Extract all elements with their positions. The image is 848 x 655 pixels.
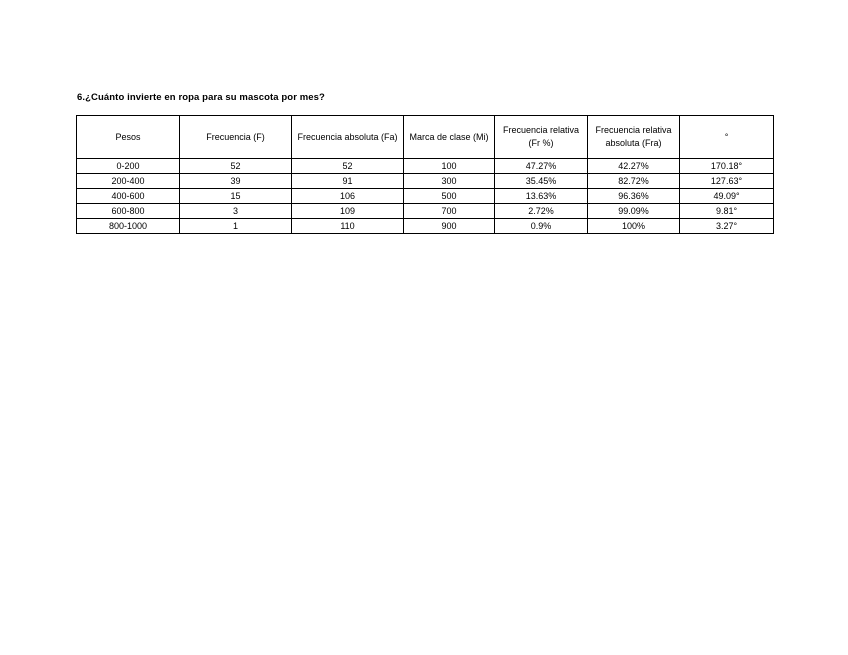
cell-frecuencia-relativa-absoluta: 96.36% <box>588 189 680 204</box>
header-degrees: ° <box>680 116 774 159</box>
cell-frecuencia-relativa-absoluta: 99.09% <box>588 204 680 219</box>
header-frecuencia: Frecuencia (F) <box>180 116 292 159</box>
table-row <box>77 219 774 234</box>
cell-marca-de-clase: 100 <box>404 159 495 174</box>
cell-frecuencia-absoluta: 91 <box>292 174 404 189</box>
cell-frecuencia-relativa-absoluta: 42.27% <box>588 159 680 174</box>
cell-pesos: 600-800 <box>77 204 180 219</box>
cell-frecuencia-relativa: 35.45% <box>495 174 588 189</box>
cell-degrees: 49.09° <box>680 189 774 204</box>
cell-pesos: 0-200 <box>77 159 180 174</box>
frequency-table <box>76 115 774 234</box>
cell-frecuencia-absoluta: 109 <box>292 204 404 219</box>
cell-degrees: 9.81° <box>680 204 774 219</box>
header-frecuencia-absoluta: Frecuencia absoluta (Fa) <box>292 116 404 159</box>
table-header-row <box>77 116 774 159</box>
cell-frecuencia-absoluta: 52 <box>292 159 404 174</box>
header-frecuencia-relativa-absoluta: Frecuencia relativa absoluta (Fra) <box>588 116 680 159</box>
cell-marca-de-clase: 500 <box>404 189 495 204</box>
cell-frecuencia-absoluta: 110 <box>292 219 404 234</box>
table-row <box>77 174 774 189</box>
header-frecuencia-relativa: Frecuencia relativa (Fr %) <box>495 116 588 159</box>
cell-frecuencia-relativa-absoluta: 82.72% <box>588 174 680 189</box>
header-marca-de-clase: Marca de clase (Mi) <box>404 116 495 159</box>
cell-degrees: 127.63° <box>680 174 774 189</box>
cell-frecuencia-relativa: 47.27% <box>495 159 588 174</box>
cell-frecuencia-absoluta: 106 <box>292 189 404 204</box>
cell-frecuencia-relativa-absoluta: 100% <box>588 219 680 234</box>
cell-degrees: 3.27° <box>680 219 774 234</box>
cell-marca-de-clase: 700 <box>404 204 495 219</box>
cell-marca-de-clase: 300 <box>404 174 495 189</box>
cell-frecuencia-relativa: 13.63% <box>495 189 588 204</box>
cell-frecuencia-relativa: 2.72% <box>495 204 588 219</box>
cell-pesos: 200-400 <box>77 174 180 189</box>
cell-marca-de-clase: 900 <box>404 219 495 234</box>
cell-frecuencia: 1 <box>180 219 292 234</box>
cell-frecuencia: 3 <box>180 204 292 219</box>
cell-pesos: 400-600 <box>77 189 180 204</box>
table-row <box>77 189 774 204</box>
header-pesos: Pesos <box>77 116 180 159</box>
table-row <box>77 159 774 174</box>
table-row <box>77 204 774 219</box>
cell-frecuencia: 39 <box>180 174 292 189</box>
cell-frecuencia-relativa: 0.9% <box>495 219 588 234</box>
question-title: 6.¿Cuánto invierte en ropa para su mascota por mes? <box>77 92 325 103</box>
cell-degrees: 170.18° <box>680 159 774 174</box>
cell-frecuencia: 15 <box>180 189 292 204</box>
cell-pesos: 800-1000 <box>77 219 180 234</box>
cell-frecuencia: 52 <box>180 159 292 174</box>
